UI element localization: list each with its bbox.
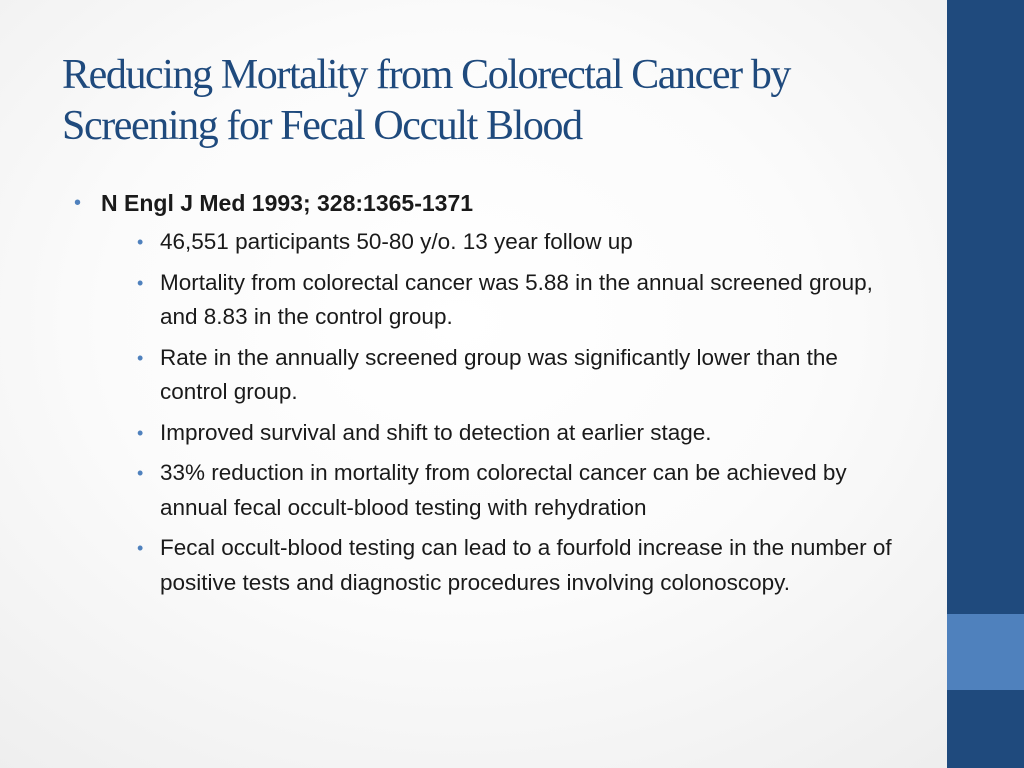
slide-title: Reducing Mortality from Colorectal Cancer by Screening for Fecal Occult Blood bbox=[62, 52, 791, 149]
bullet-list bbox=[74, 186, 904, 606]
sub-bullet-list bbox=[101, 225, 904, 600]
sub-bullet-text: Mortality from colorectal cancer was 5.88 in the annual screened group, and 8.83 in the control group. bbox=[160, 269, 873, 329]
main-bullet bbox=[74, 186, 904, 600]
bullet-icon: • bbox=[74, 192, 82, 214]
sub-bullet-text: Improved survival and shift to detection at earlier stage. bbox=[160, 419, 712, 445]
sub-bullet-fourfold bbox=[101, 531, 904, 600]
bullet-icon: • bbox=[137, 232, 144, 252]
sub-bullet-text: 46,551 participants 50-80 y/o. 13 year follow up bbox=[160, 229, 633, 254]
citation-text: N Engl J Med 1993; 328:1365-1371 bbox=[101, 190, 474, 216]
bullet-icon: • bbox=[137, 463, 144, 483]
bullet-icon: • bbox=[137, 272, 144, 293]
sub-bullet-survival bbox=[101, 416, 904, 451]
sub-bullet-participants bbox=[101, 225, 904, 260]
sub-bullet-rate bbox=[101, 341, 904, 410]
bullet-icon: • bbox=[137, 538, 144, 558]
sub-bullet-mortality bbox=[101, 266, 904, 335]
sub-bullet-text: Fecal occult-blood testing can lead to a fourfold increase in the number of positive tests and diagnostic procedures involving colonoscopy. bbox=[160, 535, 892, 595]
side-bar-accent bbox=[947, 614, 1024, 690]
bullet-icon: • bbox=[137, 422, 144, 443]
bullet-icon: • bbox=[137, 347, 144, 368]
sub-bullet-text: Rate in the annually screened group was significantly lower than the control group. bbox=[160, 344, 838, 404]
sub-bullet-text: 33% reduction in mortality from colorectal cancer can be achieved by annual fecal occult-blood testing with rehydration bbox=[160, 460, 847, 520]
sub-bullet-reduction bbox=[101, 456, 904, 525]
